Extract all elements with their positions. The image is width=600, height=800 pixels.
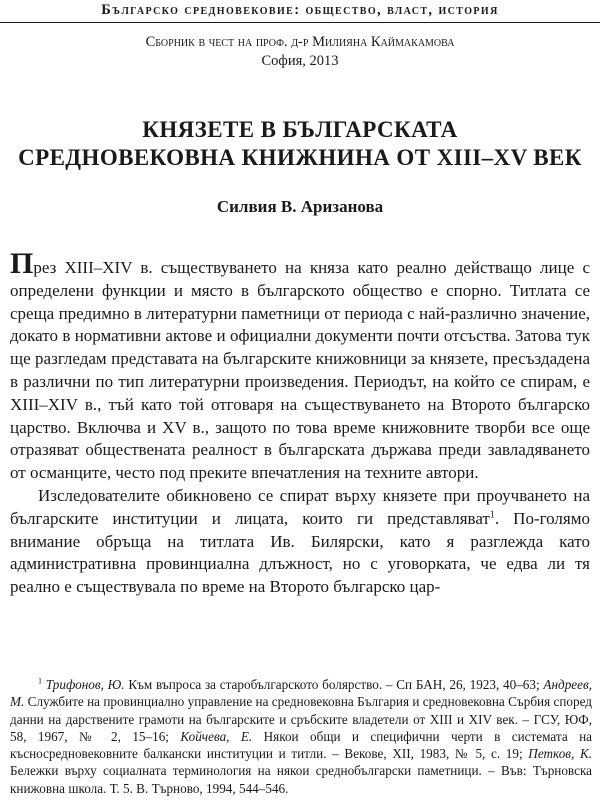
article-title-line-1: КНЯЗЕТЕ В БЪЛГАРСКАТА <box>142 117 458 142</box>
footnote-author-2: Андреев, М. <box>10 677 593 710</box>
running-head <box>0 0 600 22</box>
collection-place-year: София, 2013 <box>261 53 339 69</box>
header-rule <box>0 22 600 23</box>
footnote-text-2: Службите на провинциално управление на средновековна България и средновековна Сърбия според данни на дарствените грамоти на българските и сръбските владетели от XIII и XIV век. – ГСУ, ЮФ, 58, 1967, № 2, 15–16; <box>10 694 592 744</box>
footnote-number: 1 <box>38 676 42 686</box>
drop-cap: П <box>10 247 34 280</box>
collection-honoree: Милияна Каймакамова <box>312 34 455 50</box>
running-head-title: Българско средновековие: общество, власт, история <box>101 2 499 18</box>
footnote-author-1: Трифонов, Ю. <box>45 677 125 692</box>
footnote-author-3: Койчева, Е. <box>180 728 253 744</box>
footnote-reference[interactable]: 1 <box>489 509 495 521</box>
footnote-text-3: Някои общи и специфични черти в системата на късносредновековните балкански институции и титли. – Векове, XII, 1983, № 5, с. 19; <box>10 728 592 762</box>
footnote-text-4: Бележки върху социалната терминология на някои среднобългарски паметници. – Във: Търновска книжовна школа. Т. 5. В. Търново, 1994, 544–546. <box>10 763 592 796</box>
article-author: Силвия В. Аризанова <box>216 197 384 216</box>
article-title <box>0 116 600 172</box>
paragraph-2-text: Изследователите обикновено се спират върху князете при проучването на българските институции и лицата, които ги представляват <box>10 485 590 528</box>
article-title-line-2: СРЕДНОВЕКОВНА КНИЖНИНА ОТ XIII–XV ВЕК <box>18 145 582 170</box>
footnote <box>10 676 592 797</box>
footnote-author-4: Петков, К. <box>528 746 593 762</box>
collection-line <box>0 33 600 51</box>
paragraph-1-text: рез XIII–XIV в. съществуването на княза като реално действащо лице с определени функции и място в българското общество е спорно. Титлата се среща предимно в литературни паметници от периода с най-различно значение, докато в нормативни актове и официални документи почти отсъства. Затова тук ще разгледам представата на българските книжовници за князете, пресъздадена в различни по тип литературни произведения. Периодът, на който се спирам, е XIII–XIV в., тъй като той отговаря на съществуването на Второто българско царство. Включва и XV в., защото по това време книжовните творби все още отразяват обществената реалност в българската държава преди завладяването от османците, често под преките впечатления на техните автори. <box>10 258 590 483</box>
collection-prefix: Сборник в чест на проф. д-р <box>145 34 313 50</box>
paragraph-2 <box>10 485 590 599</box>
article-body <box>10 247 590 599</box>
paragraph-2-continuation: . По-голямо внимание обръща на титлата Ив. Билярски, като я разглежда като административна провинциална длъжност, но с уговорката, че едва ли тя реално е съществувала по време на Второто българско цар- <box>10 508 590 597</box>
footnote-text-1: Към въпроса за старобългарското болярство. – Сп БАН, 26, 1923, 40–63; <box>124 677 544 692</box>
paragraph-1 <box>10 247 590 485</box>
